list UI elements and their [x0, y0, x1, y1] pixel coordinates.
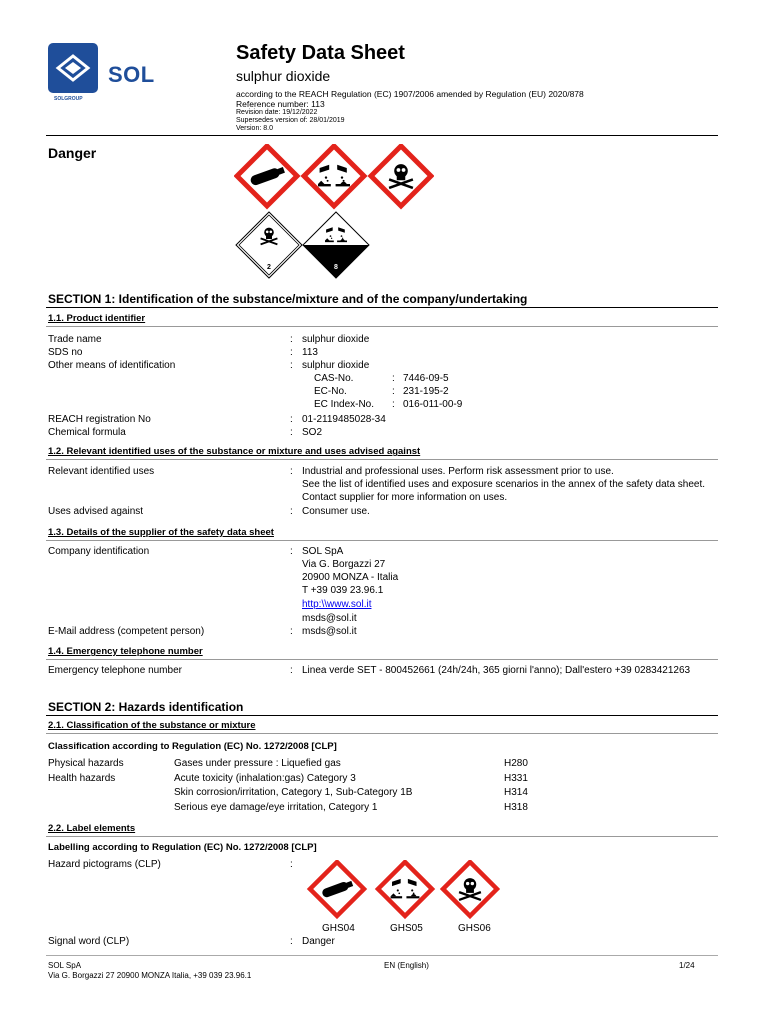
- email-competent-label: E-Mail address (competent person): [48, 626, 205, 637]
- identified-uses-label: Relevant identified uses: [48, 466, 155, 477]
- signal-word-label: Signal word (CLP): [48, 936, 130, 947]
- pictogram-code-ghs04: GHS04: [322, 923, 355, 934]
- section1-title: SECTION 1: Identification of the substance/mixture and of the company/undertaking: [48, 292, 528, 306]
- colon: :: [392, 373, 395, 384]
- sds-no-label: SDS no: [48, 347, 83, 358]
- signal-word-heading: Danger: [48, 145, 97, 161]
- hazard-description: Serious eye damage/eye irritation, Category 1: [174, 802, 378, 813]
- other-means-value: sulphur dioxide: [302, 360, 370, 371]
- company-identification-label: Company identification: [48, 546, 150, 557]
- identified-uses-line-2: See the list of identified uses and exposure scenarios in the annex of the safety data sheet.: [302, 479, 706, 490]
- transport-label-8: 8: [334, 264, 338, 271]
- logo-subtext: SOLGROUP: [54, 96, 83, 102]
- ghs-pictograms-top: [234, 144, 434, 210]
- colon: :: [290, 427, 293, 438]
- company-email: msds@sol.it: [302, 613, 357, 624]
- ghs04-gas-cylinder-icon: [310, 862, 364, 916]
- hazard-description: Gases under pressure : Liquefied gas: [174, 758, 341, 769]
- footer-company: SOL SpA: [48, 961, 82, 970]
- ghs05-corrosion-icon: [378, 862, 432, 916]
- emergency-phone-label: Emergency telephone number: [48, 665, 182, 676]
- hazard-group: Physical hazards: [48, 758, 124, 769]
- reach-value: 01-2119485028-34: [302, 414, 386, 425]
- colon: :: [290, 626, 293, 637]
- cas-value: 7446-09-5: [403, 373, 449, 384]
- section2-divider: [46, 715, 718, 716]
- subsection-divider: [46, 540, 718, 541]
- classification-regulation: Classification according to Regulation (EC) No. 1272/2008 [CLP]: [48, 741, 337, 752]
- trade-name-label: Trade name: [48, 334, 102, 345]
- colon: :: [290, 506, 293, 517]
- colon: :: [290, 466, 293, 477]
- company-phone: T +39 039 23.96.1: [302, 585, 384, 596]
- pictogram-code-ghs06: GHS06: [458, 923, 491, 934]
- sol-logo: [48, 43, 98, 93]
- other-means-label: Other means of identification: [48, 360, 176, 371]
- chemical-formula-label: Chemical formula: [48, 427, 126, 438]
- identified-uses-line-3: Contact supplier for more information on uses.: [302, 492, 508, 503]
- sol-logo-icon: [48, 43, 98, 93]
- supersedes-version: Supersedes version of: 28/01/2019: [236, 117, 345, 124]
- colon: :: [392, 386, 395, 397]
- footer-language: EN (English): [384, 961, 429, 970]
- subsection-2-1-title: 2.1. Classification of the substance or mixture: [48, 720, 256, 731]
- company-website-link[interactable]: http:\\www.sol.it: [302, 599, 372, 610]
- hazard-code: H280: [504, 758, 528, 769]
- uses-advised-against-value: Consumer use.: [302, 506, 370, 517]
- hazard-description: Acute toxicity (inhalation:gas) Category 3: [174, 773, 356, 784]
- reference-number: Reference number: 113: [236, 99, 325, 109]
- ec-value: 231-195-2: [403, 386, 449, 397]
- colon: :: [290, 360, 293, 371]
- email-competent-value: msds@sol.it: [302, 626, 357, 637]
- subsection-1-4-title: 1.4. Emergency telephone number: [48, 646, 203, 657]
- trade-name-value: sulphur dioxide: [302, 334, 370, 345]
- adr-class-8-corrosive-icon: [303, 212, 369, 278]
- subsection-divider: [46, 326, 718, 327]
- footer-page-number: 1/24: [679, 961, 695, 970]
- subsection-1-3-title: 1.3. Details of the supplier of the safety data sheet: [48, 527, 274, 538]
- hazard-group: Health hazards: [48, 773, 116, 784]
- header-divider: [46, 135, 718, 136]
- ghs06-skull-icon: [443, 862, 497, 916]
- colon: :: [290, 665, 293, 676]
- company-street: Via G. Borgazzi 27: [302, 559, 386, 570]
- section1-divider: [46, 307, 718, 308]
- ec-label: EC-No.: [314, 386, 347, 397]
- ec-index-label: EC Index-No.: [314, 399, 375, 410]
- sds-no-value: 113: [302, 347, 318, 358]
- reach-label: REACH registration No: [48, 414, 151, 425]
- identified-uses-line-1: Industrial and professional uses. Perform risk assessment prior to use.: [302, 466, 614, 477]
- section2-title: SECTION 2: Hazards identification: [48, 700, 244, 714]
- regulation-note: according to the REACH Regulation (EC) 1907/2006 amended by Regulation (EU) 2020/878: [236, 89, 584, 99]
- hazard-description: Skin corrosion/irritation, Category 1, Sub-Category 1B: [174, 787, 413, 798]
- subsection-1-1-title: 1.1. Product identifier: [48, 313, 146, 324]
- hazard-pictograms-label: Hazard pictograms (CLP): [48, 859, 161, 870]
- subsection-divider: [46, 836, 718, 837]
- subsection-divider: [46, 459, 718, 460]
- hazard-code: H331: [504, 773, 528, 784]
- uses-advised-against-label: Uses advised against: [48, 506, 144, 517]
- footer-divider: [46, 955, 718, 956]
- company-name: SOL SpA: [302, 546, 344, 557]
- colon: :: [392, 399, 395, 410]
- substance-name: sulphur dioxide: [236, 68, 331, 84]
- ghs05-corrosion-icon: [304, 146, 364, 206]
- cas-label: CAS-No.: [314, 373, 354, 384]
- revision-date: Revision date: 19/12/2022: [236, 109, 318, 116]
- hazard-code: H318: [504, 802, 528, 813]
- signal-word-value: Danger: [302, 936, 335, 947]
- document-title: Safety Data Sheet: [236, 42, 405, 64]
- subsection-2-2-title: 2.2. Label elements: [48, 823, 136, 834]
- emergency-phone-value: Linea verde SET - 800452661 (24h/24h, 365 giorni l'anno); Dall'estero +39 0283421263: [302, 665, 691, 676]
- hazard-code: H314: [504, 787, 528, 798]
- subsection-1-2-title: 1.2. Relevant identified uses of the substance or mixture and uses advised against: [48, 446, 421, 457]
- pictogram-code-ghs05: GHS05: [390, 923, 423, 934]
- ec-index-value: 016-011-00-9: [403, 399, 463, 410]
- ghs04-gas-cylinder-icon: [237, 146, 297, 206]
- adr-class-2-toxic-gas-icon: [236, 212, 302, 278]
- colon: :: [290, 347, 293, 358]
- subsection-divider: [46, 733, 718, 734]
- ghs06-skull-icon: [371, 146, 431, 206]
- colon: :: [290, 414, 293, 425]
- chemical-formula-value: SO2: [302, 427, 323, 438]
- labelling-regulation: Labelling according to Regulation (EC) No. 1272/2008 [CLP]: [48, 842, 317, 853]
- colon: :: [290, 936, 293, 947]
- logo-text: SOL: [108, 62, 155, 87]
- company-city: 20900 MONZA - Italia: [302, 572, 399, 583]
- colon: :: [290, 334, 293, 345]
- colon: :: [290, 859, 293, 870]
- version: Version: 8.0: [236, 125, 273, 132]
- colon: :: [290, 546, 293, 557]
- subsection-divider: [46, 659, 718, 660]
- transport-labels: [234, 210, 374, 280]
- footer-address: Via G. Borgazzi 27 20900 MONZA Italia, +39 039 23.96.1: [48, 971, 252, 980]
- ghs-pictograms-clp: [300, 860, 500, 922]
- transport-label-2: 2: [267, 264, 271, 271]
